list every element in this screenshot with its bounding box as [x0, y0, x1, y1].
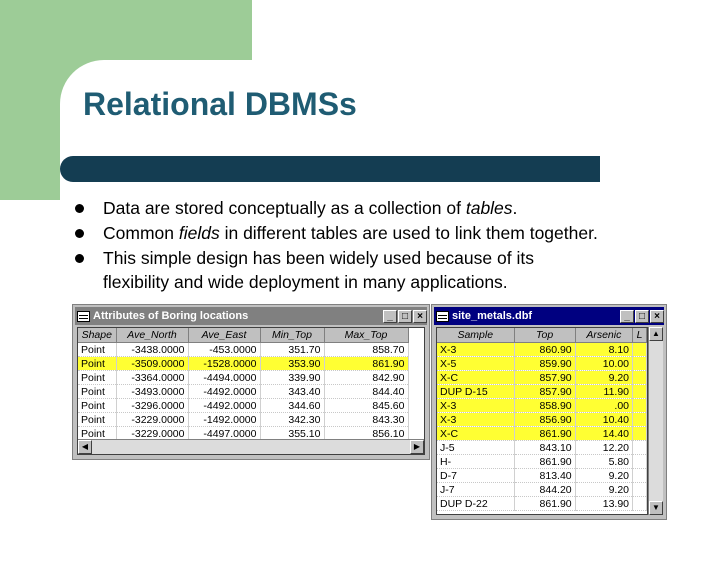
table-cell[interactable]: 858.90	[514, 399, 575, 413]
table-cell[interactable]: 11.90	[575, 385, 632, 399]
table-cell[interactable]: Point	[78, 371, 116, 385]
table-row[interactable]	[78, 343, 408, 357]
table-cell[interactable]	[633, 357, 647, 371]
table-cell[interactable]: -4494.0000	[188, 371, 260, 385]
table-row[interactable]	[437, 441, 647, 455]
table-cell[interactable]: -3229.0000	[116, 413, 188, 427]
table-cell[interactable]: 861.90	[514, 455, 575, 469]
table-row[interactable]	[437, 385, 647, 399]
table-cell[interactable]: -1528.0000	[188, 357, 260, 371]
table-cell[interactable]	[633, 469, 647, 483]
bullet-dot-icon	[75, 204, 84, 213]
table-cell[interactable]: 843.10	[514, 441, 575, 455]
table-cell[interactable]	[633, 371, 647, 385]
table-cell[interactable]: -4492.0000	[188, 385, 260, 399]
table-row[interactable]	[437, 343, 647, 357]
column-header[interactable]: Sample	[437, 328, 514, 343]
table-cell[interactable]: 861.90	[324, 357, 408, 371]
maximize-button[interactable]: □	[398, 310, 412, 323]
table-cell[interactable]	[633, 413, 647, 427]
bullet-item: Common fields in different tables are used to link them together.	[72, 221, 692, 246]
bullet-dot-icon	[75, 229, 84, 238]
table-cell[interactable]: X-C	[437, 427, 514, 441]
table-icon	[436, 311, 449, 322]
table-cell[interactable]: DUP D-22	[437, 497, 514, 511]
column-header[interactable]: Shape	[78, 328, 116, 343]
table-cell[interactable]: Point	[78, 399, 116, 413]
site-metals-table	[437, 328, 647, 511]
table-cell[interactable]: -4497.0000	[188, 427, 260, 441]
table-cell[interactable]: J-5	[437, 441, 514, 455]
close-button[interactable]: ×	[650, 310, 664, 323]
table-cell[interactable]: 9.20	[575, 371, 632, 385]
table-cell[interactable]: 9.20	[575, 483, 632, 497]
table-cell[interactable]: 844.20	[514, 483, 575, 497]
table-cell[interactable]: 8.10	[575, 343, 632, 357]
maximize-button[interactable]: □	[635, 310, 649, 323]
table-cell[interactable]: 861.90	[514, 497, 575, 511]
table-cell[interactable]: 856.10	[324, 427, 408, 441]
table-cell[interactable]: H-	[437, 455, 514, 469]
table-cell[interactable]: .00	[575, 399, 632, 413]
column-header[interactable]: Min_Top	[260, 328, 324, 343]
table-cell[interactable]: -453.0000	[188, 343, 260, 357]
table-cell[interactable]: 10.00	[575, 357, 632, 371]
minimize-button[interactable]: _	[383, 310, 397, 323]
table-row[interactable]	[78, 413, 408, 427]
table-cell[interactable]: 843.30	[324, 413, 408, 427]
table-row[interactable]	[437, 399, 647, 413]
window-title: Attributes of Boring locations	[93, 310, 249, 322]
boring-locations-titlebar[interactable]	[75, 307, 427, 325]
table-cell[interactable]: 857.90	[514, 385, 575, 399]
table-cell[interactable]	[633, 343, 647, 357]
table-row[interactable]	[78, 399, 408, 413]
table-row[interactable]	[78, 357, 408, 371]
table-cell[interactable]: 844.40	[324, 385, 408, 399]
table-cell[interactable]: 342.30	[260, 413, 324, 427]
table-cell[interactable]: X-3	[437, 399, 514, 413]
table-cell[interactable]	[633, 385, 647, 399]
table-cell[interactable]: X-3	[437, 413, 514, 427]
table-cell[interactable]: 10.40	[575, 413, 632, 427]
window-title: site_metals.dbf	[452, 310, 533, 322]
column-header[interactable]: Arsenic	[575, 328, 632, 343]
table-cell[interactable]: 813.40	[514, 469, 575, 483]
table-cell[interactable]	[633, 497, 647, 511]
column-header[interactable]: L	[633, 328, 647, 343]
table-cell[interactable]: -1492.0000	[188, 413, 260, 427]
table-cell[interactable]: 856.90	[514, 413, 575, 427]
table-cell[interactable]: 858.70	[324, 343, 408, 357]
table-icon	[77, 311, 90, 322]
table-cell[interactable]	[633, 399, 647, 413]
table-cell[interactable]: 860.90	[514, 343, 575, 357]
site-metals-grid[interactable]	[436, 327, 648, 515]
horizontal-scrollbar[interactable]	[78, 439, 424, 454]
table-cell[interactable]: Point	[78, 357, 116, 371]
table-cell[interactable]: 344.60	[260, 399, 324, 413]
scroll-left-icon[interactable]: ◀	[78, 440, 92, 454]
table-row[interactable]	[78, 385, 408, 399]
minimize-button[interactable]: _	[620, 310, 634, 323]
close-button[interactable]: ×	[413, 310, 427, 323]
slide-title: Relational DBMSs	[83, 86, 357, 122]
table-cell[interactable]: -3296.0000	[116, 399, 188, 413]
table-cell[interactable]	[633, 427, 647, 441]
table-cell[interactable]: 845.60	[324, 399, 408, 413]
table-row[interactable]	[437, 413, 647, 427]
table-cell[interactable]: 842.90	[324, 371, 408, 385]
scroll-right-icon[interactable]: ▶	[410, 440, 424, 454]
bullet-list	[72, 196, 692, 295]
attributes-table	[78, 328, 409, 441]
table-cell[interactable]: 339.90	[260, 371, 324, 385]
table-row[interactable]	[437, 427, 647, 441]
table-cell[interactable]: Point	[78, 413, 116, 427]
table-cell[interactable]: -3438.0000	[116, 343, 188, 357]
scroll-up-icon[interactable]: ▲	[649, 327, 663, 341]
table-row[interactable]	[437, 483, 647, 497]
table-cell[interactable]: X-5	[437, 357, 514, 371]
table-cell[interactable]: 859.90	[514, 357, 575, 371]
site-metals-window[interactable]	[431, 304, 667, 520]
bullet-item: This simple design has been widely used because of its flexibility and wide deployment in many applications.	[72, 246, 692, 295]
column-header[interactable]: Max_Top	[324, 328, 408, 343]
column-header[interactable]: Ave_North	[116, 328, 188, 343]
table-cell[interactable]: 857.90	[514, 371, 575, 385]
table-cell[interactable]: -3229.0000	[116, 427, 188, 441]
table-row[interactable]	[78, 371, 408, 385]
table-cell[interactable]: 13.90	[575, 497, 632, 511]
boring-locations-window[interactable]	[72, 304, 430, 460]
site-metals-titlebar[interactable]	[434, 307, 664, 325]
table-cell[interactable]: Point	[78, 427, 116, 441]
table-cell[interactable]: 14.40	[575, 427, 632, 441]
table-cell[interactable]: 12.20	[575, 441, 632, 455]
table-cell[interactable]: 9.20	[575, 469, 632, 483]
table-cell[interactable]: 861.90	[514, 427, 575, 441]
scroll-down-icon[interactable]: ▼	[649, 501, 663, 515]
table-cell[interactable]: -4492.0000	[188, 399, 260, 413]
table-cell[interactable]: -3364.0000	[116, 371, 188, 385]
table-cell[interactable]: -3493.0000	[116, 385, 188, 399]
table-cell[interactable]: J-7	[437, 483, 514, 497]
table-cell[interactable]: Point	[78, 343, 116, 357]
table-row[interactable]	[437, 371, 647, 385]
table-cell[interactable]: D-7	[437, 469, 514, 483]
table-cell[interactable]: 353.90	[260, 357, 324, 371]
column-header[interactable]: Top	[514, 328, 575, 343]
table-row[interactable]	[437, 357, 647, 371]
table-cell[interactable]	[633, 483, 647, 497]
vertical-scrollbar[interactable]	[648, 327, 663, 515]
title-rule-bar	[60, 156, 600, 182]
table-cell[interactable]: 5.80	[575, 455, 632, 469]
table-cell[interactable]: 355.10	[260, 427, 324, 441]
table-cell[interactable]	[633, 455, 647, 469]
table-cell[interactable]: 351.70	[260, 343, 324, 357]
table-cell[interactable]	[633, 441, 647, 455]
bullet-dot-icon	[75, 254, 84, 263]
table-cell[interactable]: X-C	[437, 371, 514, 385]
table-cell[interactable]: 343.40	[260, 385, 324, 399]
table-cell[interactable]: Point	[78, 385, 116, 399]
attributes-grid[interactable]	[77, 327, 425, 455]
table-row[interactable]	[437, 469, 647, 483]
table-cell[interactable]: DUP D-15	[437, 385, 514, 399]
table-cell[interactable]: -3509.0000	[116, 357, 188, 371]
bullet-item: Data are stored conceptually as a collection of tables.	[72, 196, 692, 221]
column-header[interactable]: Ave_East	[188, 328, 260, 343]
table-cell[interactable]: X-3	[437, 343, 514, 357]
table-row[interactable]	[437, 455, 647, 469]
table-row[interactable]	[437, 497, 647, 511]
